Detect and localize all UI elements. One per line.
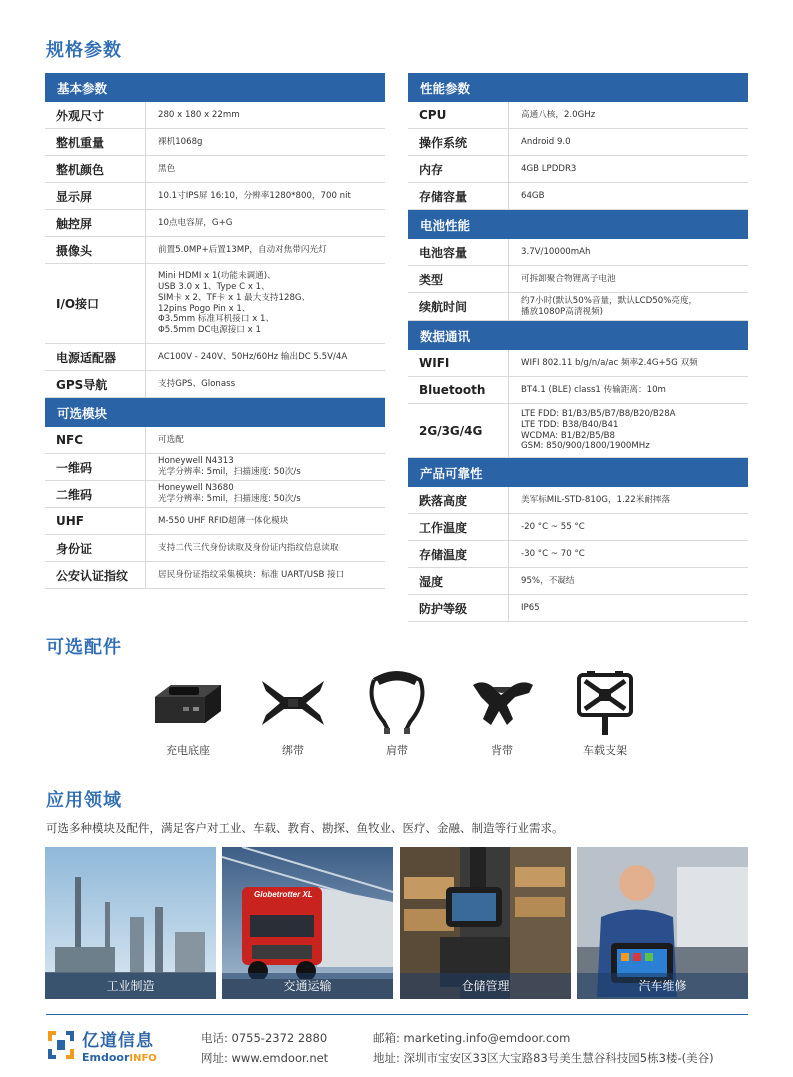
car-mount-icon [565,668,645,738]
performance-header: 性能参数 [408,73,748,102]
specs-title: 规格参数 [46,40,122,61]
spec-key: 摄像头 [56,243,93,258]
app-tile-industry [45,847,216,999]
app-tile-warehouse [400,847,571,999]
spec-value: 95%，不凝结 [508,568,748,594]
optional-modules-header: 可选模块 [45,398,385,427]
spec-key: 显示屏 [56,189,93,204]
spec-key: GPS导航 [56,377,108,392]
spec-key: 电池容量 [419,245,468,260]
accessory-label: 背带 [491,744,513,757]
battery-row [408,266,748,293]
hand-strap-icon [253,668,333,738]
spec-value: 3.7V/10000mAh [508,239,748,265]
accessory-label: 充电底座 [166,744,210,757]
spec-value: BT4.1 (BLE) class1 传输距离：10m [508,377,748,403]
spec-value: -30 °C ~ 70 °C [508,541,748,567]
basic-row [45,237,385,264]
accessory-label: 车载支架 [583,744,627,757]
accessory-shoulder-strap [352,668,442,758]
app-tile-transport [222,847,393,999]
accessory-back-strap [457,668,547,758]
spec-value: 可拆卸聚合物锂离子电池 [508,266,748,292]
basic-row [45,129,385,156]
spec-key: 一维码 [56,460,93,475]
basic-row [45,102,385,129]
spec-key: 电源适配器 [56,350,117,365]
spec-value: AC100V - 240V、50Hz/60Hz 输出DC 5.5V/4A [145,344,385,370]
basic-row [45,156,385,183]
accessory-label: 绑带 [282,744,304,757]
spec-key: WIFI [419,356,450,370]
accessory-label: 肩带 [386,744,408,757]
logo-cn: 亿道信息 [82,1031,154,1051]
spec-key: 存储容量 [419,189,468,204]
basic-row [45,344,385,371]
module-row [45,535,385,562]
performance-row [408,102,748,129]
spec-value: LTE FDD: B1/B3/B5/B7/B8/B20/B28A LTE TDD: B38/B40/B41 WCDMA: B1/B2/B5/B8 GSM: 850/900/1800/1900MHz [508,404,748,457]
spec-value: Honeywell N4313 光学分辨率: 5mil，扫描速度: 50次/s [145,454,385,480]
spec-value: 280 x 180 x 22mm [145,102,385,128]
comms-row [408,350,748,377]
performance-row [408,156,748,183]
module-row [45,454,385,481]
footer-divider [46,1014,748,1015]
app-caption: 工业制造 [45,973,216,999]
emdoor-logo-icon [46,1029,76,1061]
logo-text [82,1026,157,1064]
back-strap-icon [462,668,542,738]
app-tile-auto-repair [577,847,748,999]
reliability-header: 产品可靠性 [408,458,748,487]
spec-value: Android 9.0 [508,129,748,155]
accessory-car-mount [560,668,650,758]
spec-value: IP65 [508,595,748,621]
footer-address: 地址: 深圳市宝安区33区大宝路83号美生慧谷科技园5栋3楼-(美谷) [373,1051,714,1065]
comms-row [408,377,748,404]
spec-key: 续航时间 [419,300,468,314]
applications-intro: 可选多种模块及配件，满足客户对工业、车载、教育、勘探、鱼牧业、医疗、金融、制造等行业需求。 [46,821,564,835]
spec-value: Mini HDMI x 1(功能未调通)、 USB 3.0 x 1、Type C x 1、 SIM卡 x 2、TF卡 x 1 最大支持128G、 12pins Pogo Pin x 1、 Φ3.5mm 标准耳机接口 x 1、 Φ5.5mm DC电源接口 x 1 [145,264,385,343]
accessory-charging-dock [143,668,233,758]
basic-row [45,183,385,210]
spec-key: 身份证 [56,541,93,556]
spec-value: 64GB [508,183,748,209]
reliability-row [408,541,748,568]
company-logo [46,1026,157,1064]
spec-key: 湿度 [419,574,444,589]
spec-key: 整机重量 [56,135,105,150]
spec-value: -20 °C ~ 55 °C [508,514,748,540]
spec-value: 居民身份证指纹采集模块：标准 UART/USB 接口 [145,562,385,588]
spec-value: Honeywell N3680 光学分辨率: 5mil，扫描速度: 50次/s [145,481,385,507]
reliability-row [408,487,748,514]
footer-web[interactable]: 网址: www.emdoor.net [201,1051,329,1065]
spec-value: 4GB LPDDR3 [508,156,748,182]
spec-key: 外观尺寸 [56,108,105,123]
spec-key: 二维码 [56,487,93,502]
applications-title: 应用领域 [46,790,122,811]
spec-key: CPU [419,108,447,122]
spec-key: 整机颜色 [56,162,105,177]
basic-row [45,210,385,237]
spec-value: 黑色 [145,156,385,182]
spec-key: 工作温度 [419,520,468,535]
basic-row [45,264,385,344]
reliability-row [408,595,748,622]
spec-value: 10.1寸IPS屏 16:10，分辨率1280*800，700 nit [145,183,385,209]
logo-en: EmdoorINFO [82,1051,157,1064]
spec-key: UHF [56,514,84,528]
spec-value: 高通八核，2.0GHz [508,102,748,128]
spec-key: NFC [56,433,84,447]
spec-key: 操作系统 [419,135,468,150]
basic-row [45,371,385,398]
spec-value: 约7小时(默认50%音量，默认LCD50%亮度， 播放1080P高清视频) [508,293,748,320]
performance-row [408,129,748,156]
right-spec-column [408,73,748,622]
comms-header: 数据通讯 [408,321,748,350]
truck-text: Globetrotter XL [254,890,313,899]
spec-key: I/O接口 [56,297,100,311]
shoulder-strap-icon [357,668,437,738]
spec-value: WIFI 802.11 b/g/n/a/ac 频率2.4G+5G 双频 [508,350,748,376]
left-spec-column [45,73,385,589]
module-row [45,481,385,508]
footer-phone: 电话: 0755-2372 2880 [201,1031,328,1045]
spec-key: 跌落高度 [419,493,468,508]
spec-key: 防护等级 [419,601,468,616]
spec-value: 支持二代三代身份读取及身份证内指纹信息读取 [145,535,385,561]
spec-value: M-550 UHF RFID超薄一体化模块 [145,508,385,534]
basic-params-header: 基本参数 [45,73,385,102]
spec-value: 支持GPS、Glonass [145,371,385,397]
module-row [45,562,385,589]
comms-row [408,404,748,458]
app-caption: 汽车维修 [577,973,748,999]
spec-value: 10点电容屏，G+G [145,210,385,236]
accessory-hand-strap [248,668,338,758]
spec-key: 触控屏 [56,216,93,231]
spec-key: 公安认证指纹 [56,568,129,583]
reliability-row [408,514,748,541]
spec-key: Bluetooth [419,383,486,397]
module-row [45,508,385,535]
reliability-row [408,568,748,595]
charging-dock-icon [148,668,228,738]
accessories-title: 可选配件 [46,637,122,658]
spec-value: 裸机1068g [145,129,385,155]
battery-header: 电池性能 [408,210,748,239]
spec-key: 类型 [419,272,444,287]
spec-value: 可选配 [145,427,385,453]
battery-row [408,293,748,321]
spec-key: 2G/3G/4G [419,423,483,438]
spec-value: 美军标MIL-STD-810G，1.22米耐摔落 [508,487,748,513]
app-caption: 交通运输 [222,973,393,999]
app-caption: 仓储管理 [400,973,571,999]
performance-row [408,183,748,210]
spec-value: 前置5.0MP+后置13MP，自动对焦带闪光灯 [145,237,385,263]
battery-row [408,239,748,266]
spec-key: 存储温度 [419,547,468,562]
module-row [45,427,385,454]
spec-key: 内存 [419,162,444,177]
footer-email[interactable]: 邮箱: marketing.info@emdoor.com [373,1031,571,1045]
